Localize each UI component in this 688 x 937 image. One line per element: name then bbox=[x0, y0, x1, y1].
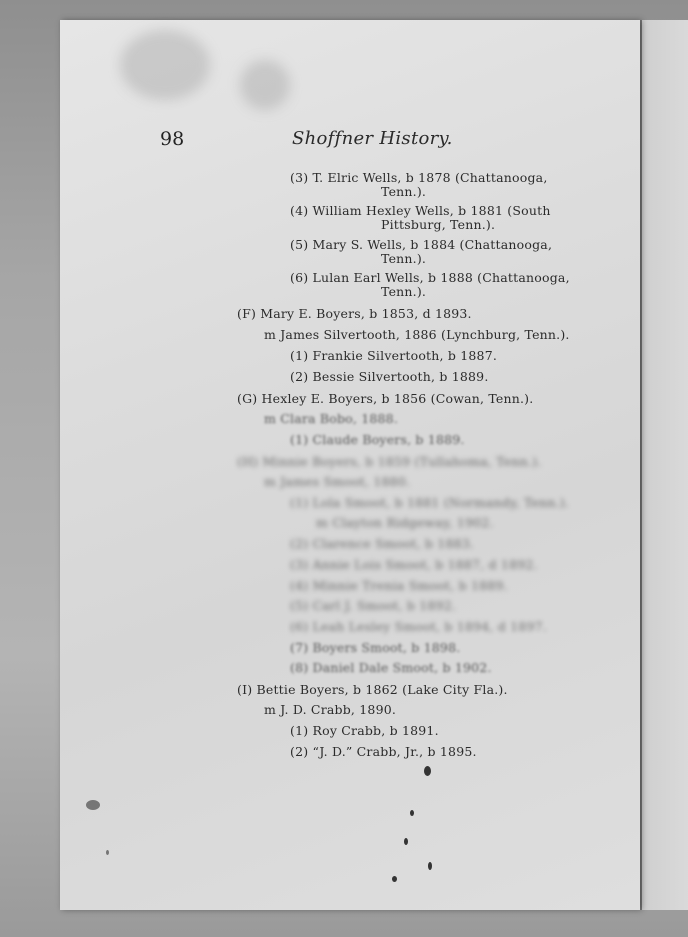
ink-blot bbox=[392, 876, 397, 882]
entry-line: (4) William Hexley Wells, b 1881 (South bbox=[290, 203, 551, 218]
entry-line: (4) Minnie Trenia Smoot, b 1889. bbox=[290, 578, 508, 593]
ink-blot bbox=[410, 810, 414, 816]
entry-line: Tenn.). bbox=[381, 251, 427, 266]
entry-line: Pittsburg, Tenn.). bbox=[381, 217, 496, 232]
entry-line: m J. D. Crabb, 1890. bbox=[264, 702, 397, 717]
entry-line: (3) T. Elric Wells, b 1878 (Chattanooga, bbox=[290, 170, 548, 185]
entry-line: (1) Claude Boyers, b 1889. bbox=[290, 432, 465, 447]
entry-line: m Clara Bobo, 1888. bbox=[264, 411, 399, 426]
entry-line: (6) Leah Lesley Smoot, b 1894, d 1897. bbox=[290, 619, 547, 634]
ink-blot bbox=[424, 766, 431, 776]
entry-line: Tenn.). bbox=[381, 184, 427, 199]
entry-line: (5) Carl J. Smoot, b 1892. bbox=[290, 598, 457, 613]
entry-line: (1) Frankie Silvertooth, b 1887. bbox=[290, 348, 498, 363]
entry-line: m James Silvertooth, 1886 (Lynchburg, Tenn.). bbox=[264, 327, 570, 342]
entry-line: (8) Daniel Dale Smoot, b 1902. bbox=[290, 660, 492, 675]
entry-line: (2) Bessie Silvertooth, b 1889. bbox=[290, 369, 489, 384]
entry-line: (2) “J. D.” Crabb, Jr., b 1895. bbox=[290, 744, 477, 759]
water-stain bbox=[240, 60, 290, 110]
entry-line: (2) Clarence Smoot, b 1883. bbox=[290, 536, 475, 551]
entry-line: m Clayton Ridgeway, 1902. bbox=[316, 515, 494, 530]
entry-line: (1) Roy Crabb, b 1891. bbox=[290, 723, 439, 738]
running-title: Shoffner History. bbox=[292, 128, 453, 149]
entry-line: (3) Annie Lois Smoot, b 1887, d 1892. bbox=[290, 557, 538, 572]
entry-line: Tenn.). bbox=[381, 284, 427, 299]
entry-line: (1) Lola Smoot, b 1881 (Normandy, Tenn.). bbox=[290, 495, 570, 510]
entry-line: (5) Mary S. Wells, b 1884 (Chattanooga, bbox=[290, 237, 553, 252]
entry-line: (H) Minnie Boyers, b 1859 (Tullahoma, Tenn.). bbox=[237, 454, 542, 469]
ink-blot bbox=[428, 862, 432, 870]
entry-line: (6) Lulan Earl Wells, b 1888 (Chattanooga, bbox=[290, 270, 570, 285]
entry-line: m James Smoot, 1880. bbox=[264, 474, 411, 489]
facing-page-edge bbox=[640, 20, 688, 910]
entry-line: (G) Hexley E. Boyers, b 1856 (Cowan, Tenn.). bbox=[237, 391, 534, 406]
ink-blot bbox=[404, 838, 408, 845]
ink-blot bbox=[86, 800, 100, 810]
water-stain bbox=[120, 30, 210, 100]
entry-line: (F) Mary E. Boyers, b 1853, d 1893. bbox=[237, 306, 472, 321]
ink-blot bbox=[106, 850, 109, 855]
entry-line: (7) Boyers Smoot, b 1898. bbox=[290, 640, 461, 655]
page-number: 98 bbox=[160, 128, 185, 150]
entry-line: (I) Bettie Boyers, b 1862 (Lake City Fla.). bbox=[237, 682, 508, 697]
